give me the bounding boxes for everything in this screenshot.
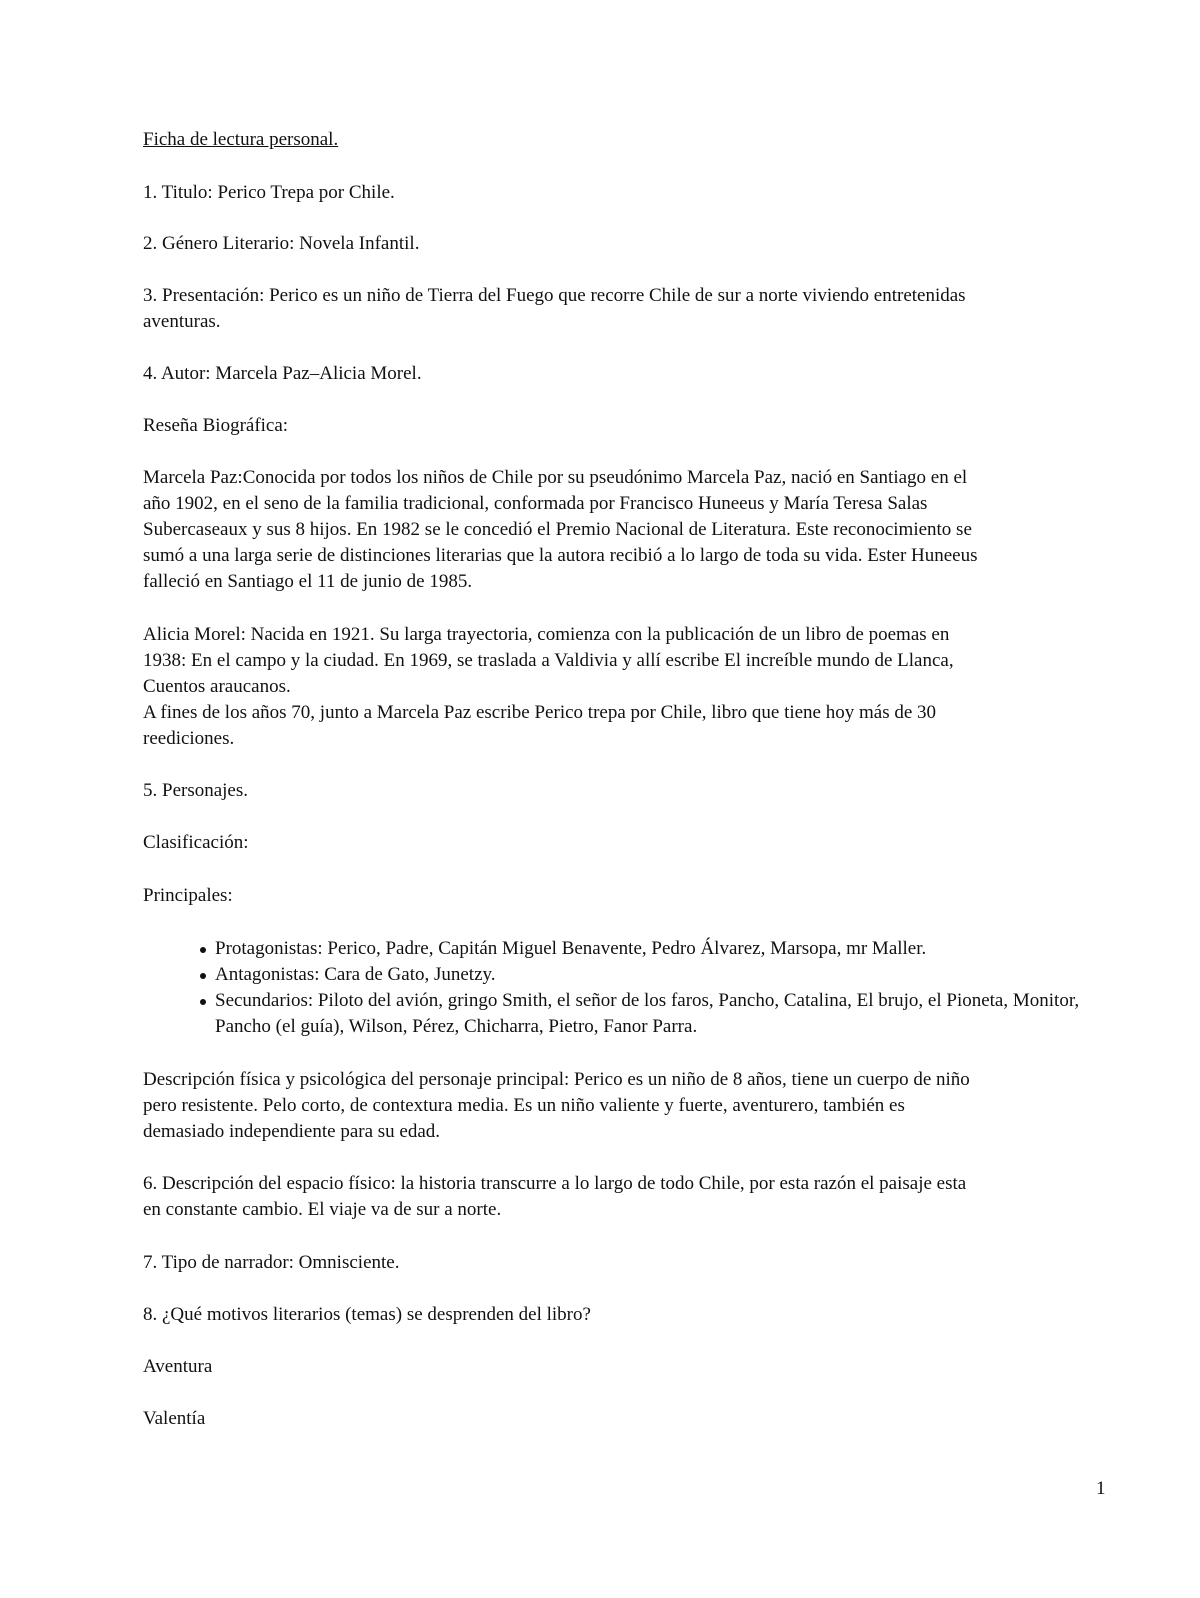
bio-alicia-line: reediciones. (143, 728, 235, 749)
bio-marcela-line: año 1902, en el seno de la familia tradicional, conformada por Francisco Huneeus y María Teresa Salas (143, 493, 928, 514)
secondary-text: Secundarios: Piloto del avión, gringo Smith, el señor de los faros, Pancho, Catalina, El brujo, el Pioneta, Monitor, Pancho (el guía), Wilson, Pérez, Chicharra, Pietro, Fanor Parra. (215, 990, 1080, 1037)
bullet-icon (200, 999, 206, 1005)
character-description-line: demasiado independiente para su edad. (143, 1121, 441, 1142)
antagonists-text: Antagonistas: Cara de Gato, Junetzy. (215, 964, 496, 985)
space-description-line: 6. Descripción del espacio físico: la historia transcurre a lo largo de todo Chile, por esta razón el paisaje esta (143, 1173, 967, 1194)
character-description-line: Descripción física y psicológica del personaje principal: Perico es un niño de 8 años, tiene un cuerpo de niño (143, 1069, 970, 1090)
bio-marcela-line: falleció en Santiago el 11 de junio de 1985. (143, 571, 473, 592)
characters-list (143, 936, 1115, 1040)
protagonists-text: Protagonistas: Perico, Padre, Capitán Miguel Benavente, Pedro Álvarez, Marsopa, mr Maller. (215, 938, 927, 959)
bio-alicia-line: 1938: En el campo y la ciudad. En 1969, se traslada a Valdivia y allí escribe El increíble mundo de Llanca, (143, 650, 954, 671)
principal-label: Principales: (143, 885, 233, 906)
bio-marcela-line: sumó a una larga serie de distinciones literarias que la autora recibió a lo largo de toda su vida. Ester Huneeus (143, 545, 978, 566)
document-title: Ficha de lectura personal. (143, 129, 339, 150)
item-presentation-line-1: 3. Presentación: Perico es un niño de Tierra del Fuego que recorre Chile de sur a norte viviendo entretenidas (143, 285, 966, 306)
narrator-type: 7. Tipo de narrador: Omnisciente. (143, 1252, 400, 1273)
item-genre: 2. Género Literario: Novela Infantil. (143, 233, 420, 254)
item-author: 4. Autor: Marcela Paz–Alicia Morel. (143, 363, 422, 384)
bullet-icon (200, 973, 206, 979)
bio-marcela-line: Marcela Paz:Conocida por todos los niños de Chile por su pseudónimo Marcela Paz, nació en Santiago en el (143, 467, 968, 488)
bullet-icon (200, 947, 206, 953)
page-number: 1 (1096, 1478, 1106, 1499)
resena-heading: Reseña Biográfica: (143, 415, 289, 436)
bio-marcela-line: Subercaseaux y sus 8 hijos. En 1982 se le concedió el Premio Nacional de Literatura. Este reconocimiento se (143, 519, 972, 540)
list-item (143, 936, 1115, 962)
theme-item: Valentía (143, 1408, 206, 1429)
bio-alicia-line: Alicia Morel: Nacida en 1921. Su larga trayectoria, comienza con la publicación de un libro de poemas en (143, 624, 950, 645)
classification-label: Clasificación: (143, 832, 249, 853)
themes-question: 8. ¿Qué motivos literarios (temas) se desprenden del libro? (143, 1304, 591, 1325)
item-characters: 5. Personajes. (143, 780, 249, 801)
bio-alicia-line: A fines de los años 70, junto a Marcela Paz escribe Perico trepa por Chile, libro que tiene hoy más de 30 (143, 702, 937, 723)
space-description-line: en constante cambio. El viaje va de sur a norte. (143, 1199, 502, 1220)
character-description-line: pero resistente. Pelo corto, de contextura media. Es un niño valiente y fuerte, aventurero, también es (143, 1095, 905, 1116)
item-presentation-line-2: aventuras. (143, 311, 221, 332)
theme-item: Aventura (143, 1356, 213, 1377)
list-item (143, 962, 1115, 988)
list-item (143, 988, 1115, 1040)
bio-alicia-line: Cuentos araucanos. (143, 676, 291, 697)
item-title: 1. Titulo: Perico Trepa por Chile. (143, 182, 395, 203)
